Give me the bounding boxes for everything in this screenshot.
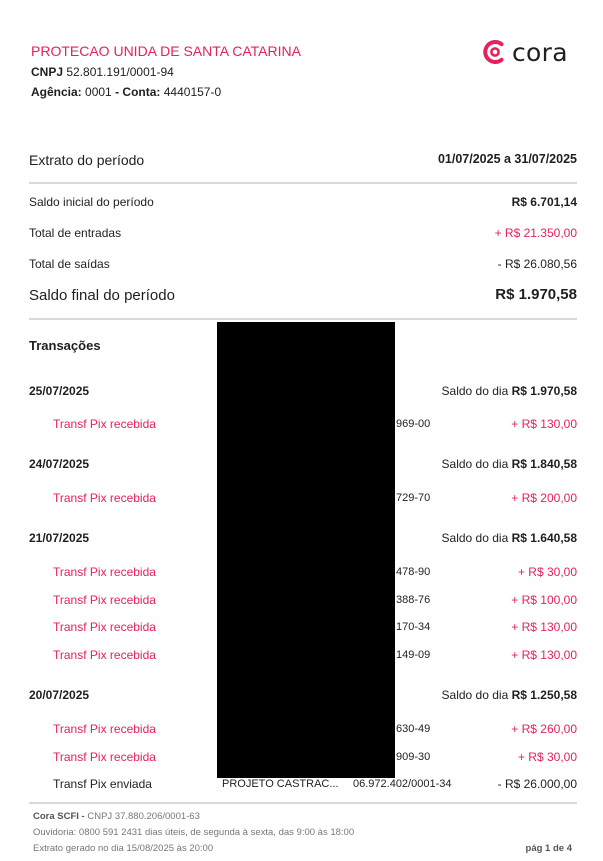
page-number: pág 1 de 4 [525,843,572,854]
transaction-document: 969-00 [396,418,431,430]
day-balance [442,531,577,545]
cnpj-label: CNPJ [31,65,64,79]
transaction-document: 149-09 [396,649,431,661]
agencia-label: Agência: [31,85,82,99]
transaction-description: Transf Pix enviada [53,777,152,791]
transaction-document: 170-34 [396,621,431,633]
transactions-title: Transações [29,338,101,353]
divider [29,318,577,320]
transaction-document: 388-76 [396,594,431,606]
transaction-description: Transf Pix recebida [53,750,156,764]
footer-company: Cora SCFI - [33,811,85,822]
transaction-description: Transf Pix recebida [53,620,156,634]
footer-ouvidoria: Ouvidoria: 0800 591 2431 dias úteis, de segunda à sexta, das 9:00 às 18:00 [33,827,355,838]
day-balance-label: Saldo do dia [441,531,509,545]
footer-cnpj: CNPJ 37.880.206/0001-63 [87,811,200,822]
saidas-label: Total de saídas [29,257,110,271]
day-balance-value: R$ 1.640,58 [511,531,577,545]
transaction-document: 729-70 [396,492,431,504]
conta-label: Conta: [122,85,161,99]
footer-generated: Extrato gerado no dia 15/08/2025 às 20:00 [33,843,214,854]
day-balance-label: Saldo do dia [441,688,509,702]
day-date: 25/07/2025 [29,384,90,398]
transaction-description: Transf Pix recebida [53,722,156,736]
entradas-value: + R$ 21.350,00 [494,226,577,240]
transaction-document: 630-49 [396,723,431,735]
day-balance-value: R$ 1.970,58 [511,384,577,398]
transaction-description: Transf Pix recebida [53,648,156,662]
transaction-recipient-cnpj: 06.972.402/0001-34 [353,778,452,790]
company-cnpj-line [31,65,174,79]
saldo-final-label: Saldo final do período [29,287,175,304]
transaction-description: Transf Pix recebida [53,491,156,505]
day-date: 20/07/2025 [29,688,90,702]
transaction-description: Transf Pix recebida [53,417,156,431]
divider [29,182,577,184]
cora-logo-icon [482,39,508,65]
day-balance-label: Saldo do dia [441,457,509,471]
conta-separator: - [111,85,123,99]
transaction-amount: + R$ 130,00 [511,417,577,431]
transaction-amount: + R$ 30,00 [517,750,577,764]
transaction-amount: + R$ 100,00 [511,593,577,607]
conta-value: 4440157-0 [163,85,222,99]
transaction-amount: + R$ 130,00 [511,648,577,662]
day-balance [442,688,577,702]
transaction-document: 478-90 [396,566,431,578]
day-balance-value: R$ 1.250,58 [511,688,577,702]
day-date: 21/07/2025 [29,531,90,545]
transaction-amount: + R$ 30,00 [517,565,577,579]
day-balance-label: Saldo do dia [441,384,509,398]
entradas-label: Total de entradas [29,226,122,240]
transaction-amount: + R$ 130,00 [511,620,577,634]
summary-title: Extrato do período [29,152,145,168]
transaction-document: 909-30 [396,751,431,763]
account-line [31,85,221,99]
redaction-block [217,322,395,778]
day-balance-value: R$ 1.840,58 [511,457,577,471]
cora-logo [482,37,568,67]
company-name: PROTECAO UNIDA DE SANTA CATARINA [31,43,301,59]
footer-company-line [33,811,200,822]
agencia-value: 0001 [85,85,112,99]
cora-logo-text: cora [512,37,568,67]
summary-period: 01/07/2025 a 31/07/2025 [437,152,577,166]
transaction-amount: - R$ 26.000,00 [497,777,577,791]
transaction-recipient: PROJETO CASTRAC... [222,778,339,790]
saidas-value: - R$ 26.080,56 [497,257,577,271]
day-balance [442,457,577,471]
day-date: 24/07/2025 [29,457,90,471]
saldo-final-value: R$ 1.970,58 [495,286,577,303]
cnpj-value: 52.801.191/0001-94 [66,65,174,79]
divider [29,802,577,804]
transaction-description: Transf Pix recebida [53,565,156,579]
saldo-inicial-label: Saldo inicial do período [29,195,154,209]
transaction-amount: + R$ 260,00 [511,722,577,736]
day-balance [442,384,577,398]
transaction-description: Transf Pix recebida [53,593,156,607]
saldo-inicial-value: R$ 6.701,14 [511,195,577,209]
transaction-amount: + R$ 200,00 [511,491,577,505]
